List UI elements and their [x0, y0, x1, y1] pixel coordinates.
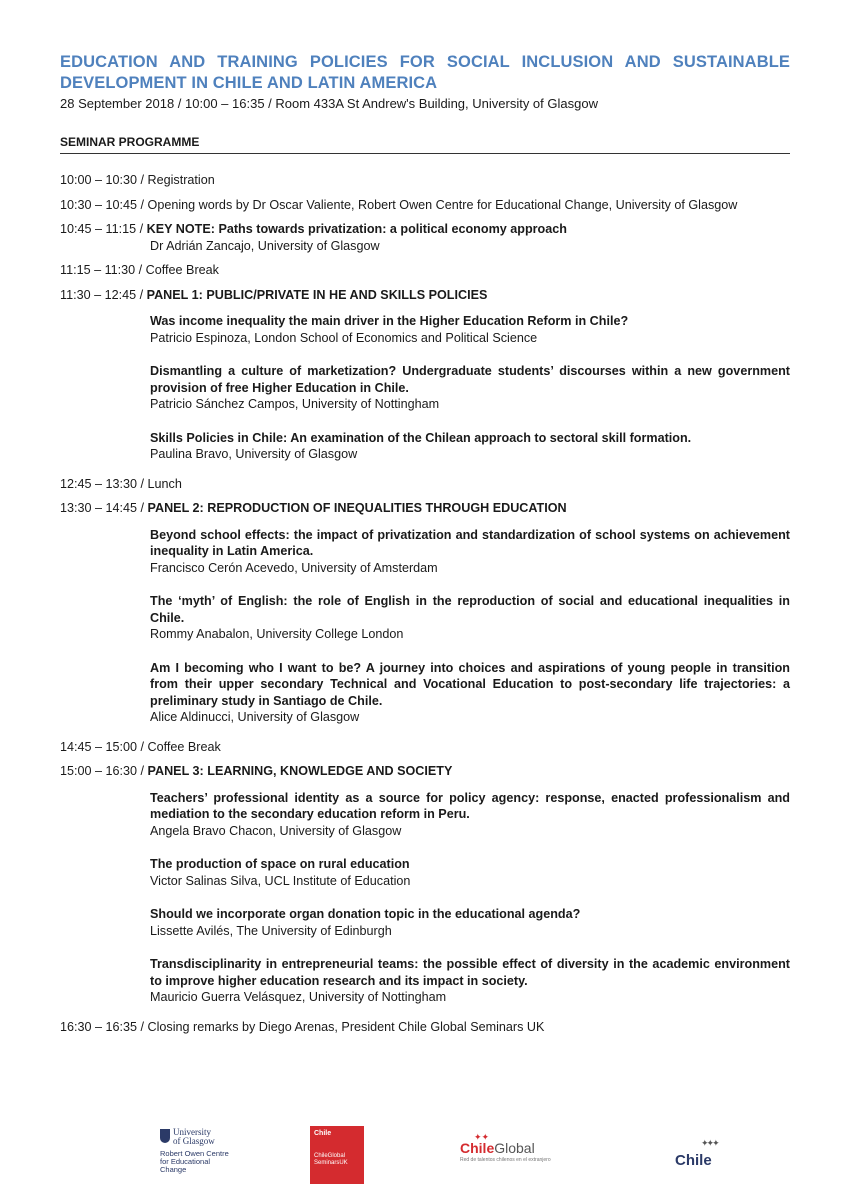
talk-title: The ‘myth’ of English: the role of English in the reproduction of social and educational inequalities in Chile.	[150, 594, 790, 625]
programme-page	[60, 52, 790, 1043]
talk	[150, 790, 790, 840]
talk-speaker: Lissette Avilés, The University of Edinburgh	[150, 923, 392, 938]
item-text: Coffee Break	[145, 263, 219, 277]
item-time: 14:45 – 15:00 /	[60, 739, 148, 754]
talk-title: Teachers’ professional identity as a source for policy agency: response, enacted professionalism and mediation to the secondary education reform in Peru.	[150, 790, 790, 821]
item-panel-1	[60, 287, 790, 463]
panel-talks	[60, 790, 790, 1006]
talk	[150, 660, 790, 726]
panel-title: PANEL 1: PUBLIC/PRIVATE IN HE AND SKILLS POLICIES	[146, 287, 488, 302]
talk-title: Should we incorporate organ donation topic in the educational agenda?	[150, 907, 581, 921]
crest-icon	[160, 1129, 170, 1143]
keynote-title: KEY NOTE: Paths towards privatization: a political economy approach	[146, 222, 567, 236]
programme-list	[60, 172, 790, 1035]
item-time: 10:30 – 10:45 /	[60, 197, 148, 212]
item-coffee-break-2	[60, 739, 790, 756]
talk-title: Beyond school effects: the impact of privatization and standardization of school systems on achievement inequality in Latin America.	[150, 527, 790, 558]
item-time: 15:00 – 16:30 /	[60, 764, 148, 778]
page-title: EDUCATION AND TRAINING POLICIES FOR SOCIAL INCLUSION AND SUSTAINABLE DEVELOPMENT IN CHILE AND LATIN AMERICA	[60, 53, 790, 92]
talk	[150, 527, 790, 577]
chile-brand-logo: ✦✦✦ Chile	[675, 1138, 718, 1169]
stars-icon: ✦✦	[474, 1132, 490, 1142]
university-of-glasgow-logo: University of Glasgow Robert Owen Centre for Educational Change	[160, 1127, 229, 1174]
talk-speaker: Angela Bravo Chacon, University of Glasgow	[150, 823, 402, 838]
talk-title: Transdisciplinarity in entrepreneurial teams: the possible effect of diversity in the academic environment to improve higher education research and its impact in society.	[150, 957, 790, 988]
keynote-speaker: Dr Adrián Zancajo, University of Glasgow	[150, 238, 380, 253]
talk-speaker: Mauricio Guerra Velásquez, University of Nottingham	[150, 990, 447, 1004]
talk-speaker: Patricio Sánchez Campos, University of Nottingham	[150, 397, 440, 411]
sponsor-logos	[150, 1122, 750, 1184]
talk	[150, 956, 790, 1006]
item-keynote	[60, 221, 790, 254]
talk-speaker: Francisco Cerón Acevedo, University of Amsterdam	[150, 560, 438, 575]
talk-title: Was income inequality the main driver in the Higher Education Reform in Chile?	[150, 314, 629, 328]
panel-talks	[60, 527, 790, 726]
talk-speaker: Rommy Anabalon, University College London	[150, 627, 404, 641]
talk-speaker: Victor Salinas Silva, UCL Institute of Education	[150, 873, 411, 888]
item-opening	[60, 197, 790, 214]
item-time: 13:30 – 14:45 /	[60, 501, 148, 515]
talk	[150, 313, 790, 346]
talk	[150, 906, 790, 939]
talk-speaker: Paulina Bravo, University of Glasgow	[150, 447, 358, 461]
item-text: Closing remarks by Diego Arenas, President Chile Global Seminars UK	[147, 1019, 545, 1034]
item-time: 11:15 – 11:30 /	[60, 263, 146, 277]
item-coffee-break-1	[60, 262, 790, 279]
item-closing	[60, 1019, 790, 1036]
talk	[150, 593, 790, 643]
item-time: 16:30 – 16:35 /	[60, 1019, 148, 1034]
talk	[150, 430, 790, 463]
stars-icon: ✦✦✦	[701, 1138, 718, 1148]
talk-speaker: Patricio Espinoza, London School of Economics and Political Science	[150, 330, 538, 345]
chile-global-logo: ✦✦ ChileGlobal Red de talentos chilenos en el extranjero	[460, 1132, 551, 1163]
item-lunch	[60, 476, 790, 493]
item-registration	[60, 172, 790, 189]
panel-talks	[60, 313, 790, 463]
talk	[150, 363, 790, 413]
item-panel-2	[60, 500, 790, 726]
item-time: 10:00 – 10:30 /	[60, 173, 148, 187]
talk-title: Dismantling a culture of marketization? Undergraduate students’ discourses within a new government provision of free Higher Education in Chile.	[150, 364, 790, 395]
item-text: Lunch	[147, 476, 182, 491]
item-time: 12:45 – 13:30 /	[60, 476, 148, 491]
talk-title: Am I becoming who I want to be? A journey into choices and aspirations of young people in transition from their upper secondary Technical and Vocational Education to post-secondary life trajectories: a preliminary study in Santiago de Chile.	[150, 660, 790, 708]
talk-title: Skills Policies in Chile: An examination of the Chilean approach to sectoral skill formation.	[150, 430, 692, 445]
item-time: 11:30 – 12:45 /	[60, 287, 147, 302]
section-heading: SEMINAR PROGRAMME	[60, 135, 790, 154]
talk	[150, 856, 790, 889]
item-text: Opening words by Dr Oscar Valiente, Robert Owen Centre for Educational Change, University of Glasgow	[147, 197, 738, 212]
event-details: 28 September 2018 / 10:00 – 16:35 / Room 433A St Andrew's Building, University of Glasgow	[60, 96, 598, 111]
panel-title: PANEL 2: REPRODUCTION OF INEQUALITIES THROUGH EDUCATION	[147, 501, 567, 515]
item-text: Coffee Break	[147, 739, 221, 754]
item-time: 10:45 – 11:15 /	[60, 222, 147, 236]
panel-title: PANEL 3: LEARNING, KNOWLEDGE AND SOCIETY	[147, 764, 453, 778]
chile-global-seminars-uk-logo: Chile ChileGlobal SeminarsUK	[310, 1126, 364, 1184]
item-panel-3	[60, 763, 790, 1006]
talk-speaker: Alice Aldinucci, University of Glasgow	[150, 710, 360, 724]
talk-title: The production of space on rural education	[150, 857, 410, 871]
item-text: Registration	[147, 173, 215, 187]
